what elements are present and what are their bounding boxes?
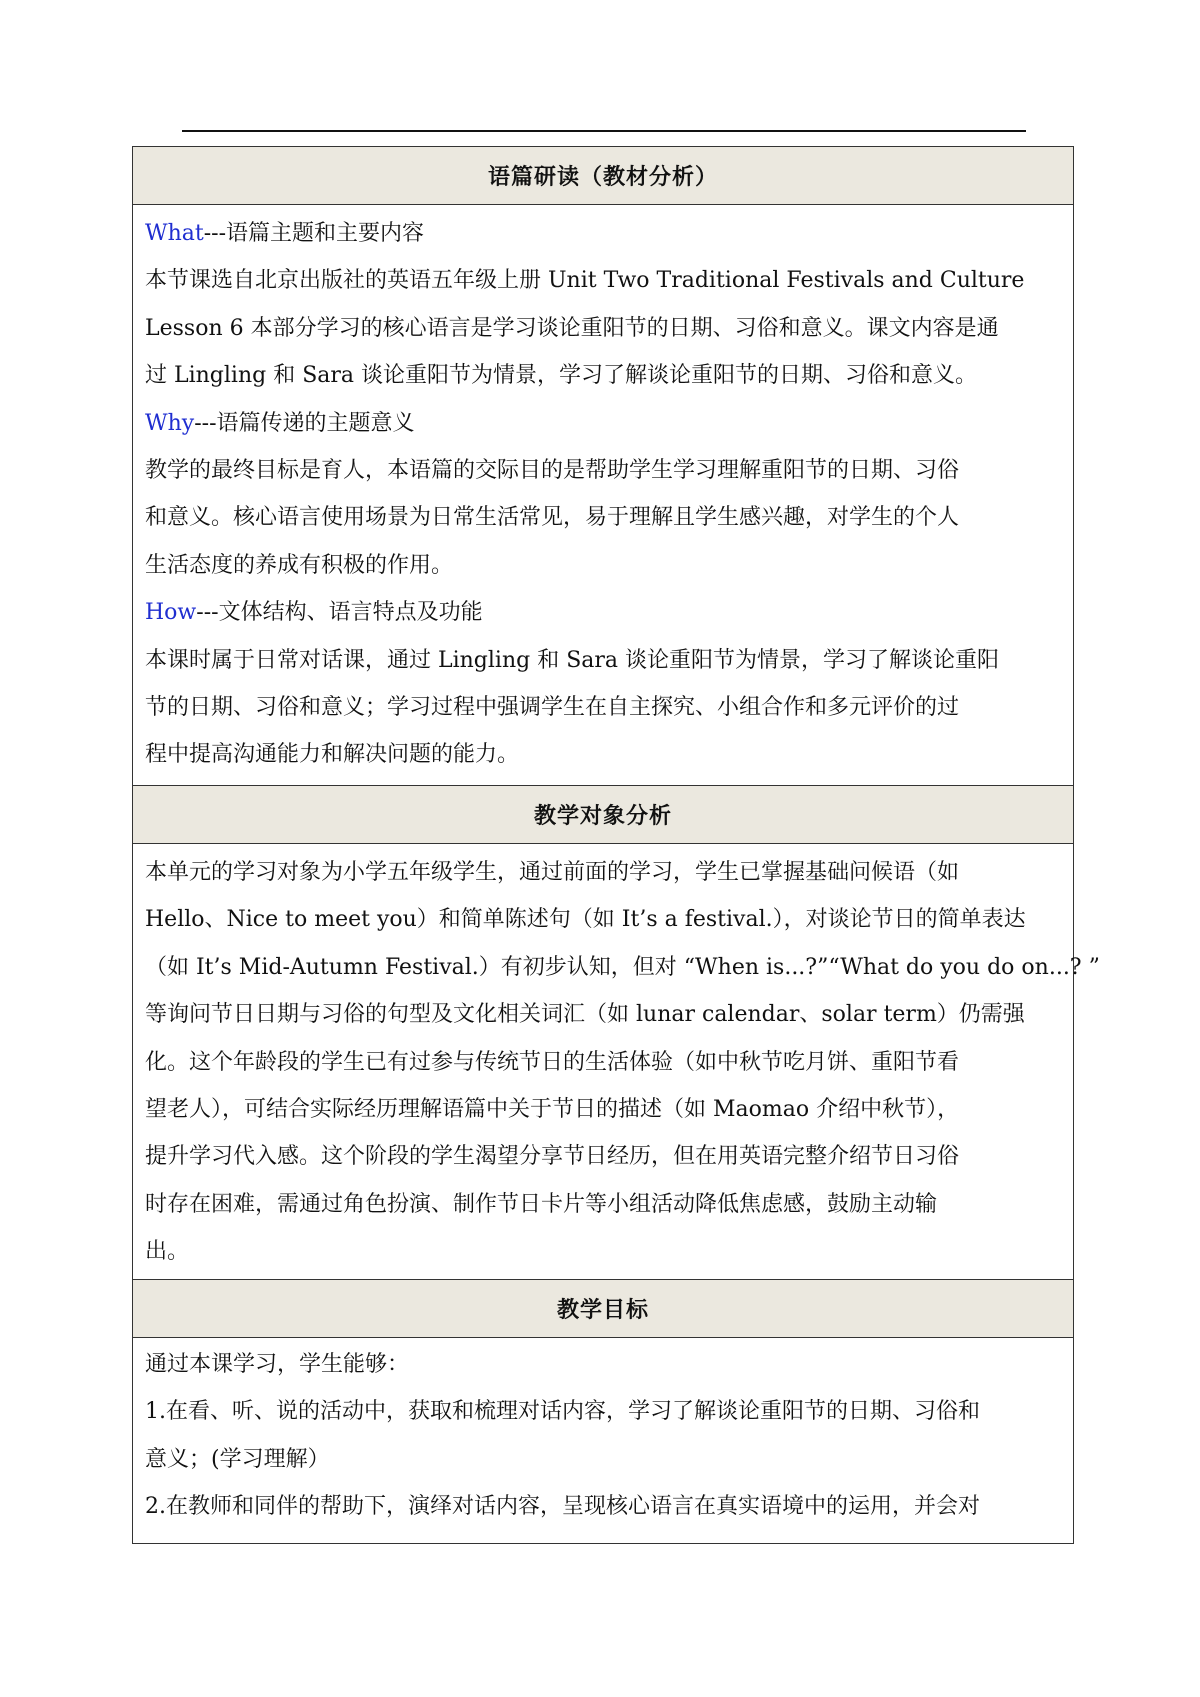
section-header-text-analysis [133,147,1073,205]
section-header-learner-analysis [133,786,1073,844]
paragraph-line: Lesson 6 本部分学习的核心语言是学习谈论重阳节的日期、习俗和意义。课文内容是通 [145,315,999,341]
paragraph-line: 望老人），可结合实际经历理解语篇中关于节日的描述（如 Maomao 介绍中秋节）， [145,1097,960,1123]
paragraph-line: 出。 [145,1239,190,1265]
paragraph-line: 通过本课学习，学生能够： [145,1352,410,1377]
paragraph-line: 时存在困难，需通过角色扮演、制作节日卡片等小组活动降低焦虑感，鼓励主动输 [145,1191,938,1217]
section-body-text-analysis [133,205,1073,786]
header-rule [182,130,1026,132]
section-title: 教学目标 [556,1298,649,1323]
section-header-teaching-objectives [133,1280,1073,1338]
section-body-teaching-objectives [133,1338,1073,1543]
what-heading [145,210,1063,257]
what-keyword: What [145,221,204,246]
objective-line: 意义；(学习理解） [145,1446,330,1472]
how-keyword: How [145,600,197,626]
paragraph-line: 提升学习代入感。这个阶段的学生渴望分享节日经历，但在用英语完整介绍节日习俗 [145,1144,960,1170]
paragraph-line: （如 It’s Mid-Autumn Festival.）有初步认知，但对 “When is...?”“What do you do on...? ” [145,954,1100,980]
how-heading [145,589,1063,636]
paragraph-line: Hello、Nice to meet you）和简单陈述句（如 It’s a festival.），对谈论节日的简单表达 [145,907,1026,933]
why-heading [145,400,1063,447]
paragraph-line: 过 Lingling 和 Sara 谈论重阳节为情景，学习了解谈论重阳节的日期、习俗和意义。 [145,363,978,389]
paragraph-line: 本课时属于日常对话课，通过 Lingling 和 Sara 谈论重阳节为情景，学习了解谈论重阳 [145,647,1000,673]
why-heading-text: ---语篇传递的主题意义 [194,410,415,436]
paragraph-line: 程中提高沟通能力和解决问题的能力。 [145,742,520,768]
what-heading-text: ---语篇主题和主要内容 [203,221,425,246]
paragraph-line: 本节课选自北京出版社的英语五年级上册 Unit Two Traditional Festivals and Culture [145,268,1025,294]
paragraph-line: 化。这个年龄段的学生已有过参与传统节日的生活体验（如中秋节吃月饼、重阳节看 [145,1049,960,1075]
section-body-learner-analysis [133,844,1100,1280]
paragraph-line: 本单元的学习对象为小学五年级学生，通过前面的学习，学生已掌握基础问候语（如 [145,860,960,885]
paragraph-line: 和意义。核心语言使用场景为日常生活常见，易于理解且学生感兴趣，对学生的个人 [145,505,960,531]
lesson-plan-table [132,146,1100,1544]
objective-line: 1.在看、听、说的活动中，获取和梳理对话内容，学习了解谈论重阳节的日期、习俗和 [145,1399,980,1425]
paragraph-line: 等询问节日日期与习俗的句型及文化相关词汇（如 lunar calendar、solar term）仍需强 [145,1002,1025,1028]
section-title: 语篇研读（教材分析） [487,165,718,190]
why-keyword: Why [145,410,195,436]
paragraph-line: 生活态度的养成有积极的作用。 [145,552,454,578]
paragraph-line: 教学的最终目标是育人，本语篇的交际目的是帮助学生学习理解重阳节的日期、习俗 [145,458,960,484]
paragraph-line: 节的日期、习俗和意义；学习过程中强调学生在自主探究、小组合作和多元评价的过 [145,695,960,721]
how-heading-text: ---文体结构、语言特点及功能 [196,600,483,626]
section-title: 教学对象分析 [533,804,672,829]
objective-line: 2.在教师和同伴的帮助下，演绎对话内容，呈现核心语言在真实语境中的运用，并会对 [145,1494,980,1520]
